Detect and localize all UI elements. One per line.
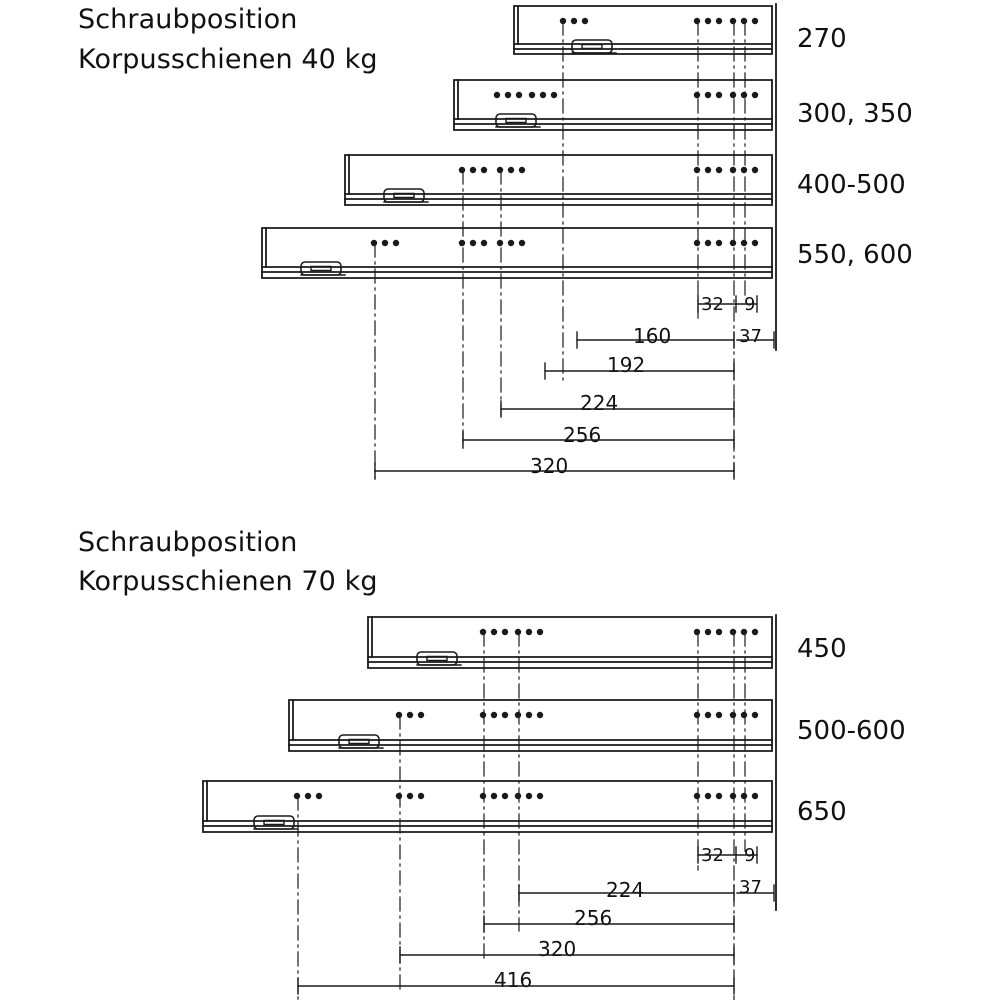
rail-length-270: 270 <box>797 24 847 54</box>
rail-length-500-600: 500-600 <box>797 716 906 746</box>
rail-drawing-300-350 <box>454 80 772 130</box>
dimension-70-9: 9 <box>744 845 756 866</box>
dimension-192: 192 <box>607 353 646 377</box>
heading-40kg-line1: Schraubposition <box>78 4 298 35</box>
dimension-320: 320 <box>530 454 569 478</box>
rail-drawing-270 <box>514 6 772 54</box>
leader-lines-70kg <box>298 632 745 1000</box>
heading-70kg-line2: Korpusschienen 70 kg <box>78 566 378 597</box>
rail-length-450: 450 <box>797 634 847 664</box>
heading-40kg-line2: Korpusschienen 40 kg <box>78 44 378 75</box>
dimension-224: 224 <box>580 391 619 415</box>
rail-length-300-350: 300, 350 <box>797 99 913 129</box>
rail-length-550-600: 550, 600 <box>797 240 913 270</box>
dimension-256: 256 <box>563 423 602 447</box>
dimension-9: 9 <box>744 294 756 315</box>
dimension-160: 160 <box>633 324 672 348</box>
rail-drawing-450 <box>368 617 772 668</box>
rail-drawing-550-600 <box>262 228 772 278</box>
dimension-70-37: 37 <box>739 877 762 898</box>
dimension-70-32: 32 <box>701 845 724 866</box>
dimension-70-320: 320 <box>538 937 577 961</box>
rail-drawing-650 <box>203 781 772 832</box>
rail-length-400-500: 400-500 <box>797 170 906 200</box>
dimension-37: 37 <box>739 326 762 347</box>
dimension-lines-40kg <box>375 296 774 479</box>
rail-length-650: 650 <box>797 797 847 827</box>
rail-drawing-400-500 <box>345 155 772 205</box>
rail-drawing-500-600 <box>289 700 772 751</box>
heading-70kg-line1: Schraubposition <box>78 527 298 558</box>
dimension-70-256: 256 <box>574 906 613 930</box>
dimension-70-416: 416 <box>494 968 533 992</box>
dimension-70-224: 224 <box>606 878 645 902</box>
dimension-lines-70kg <box>298 847 774 994</box>
dimension-32: 32 <box>701 294 724 315</box>
